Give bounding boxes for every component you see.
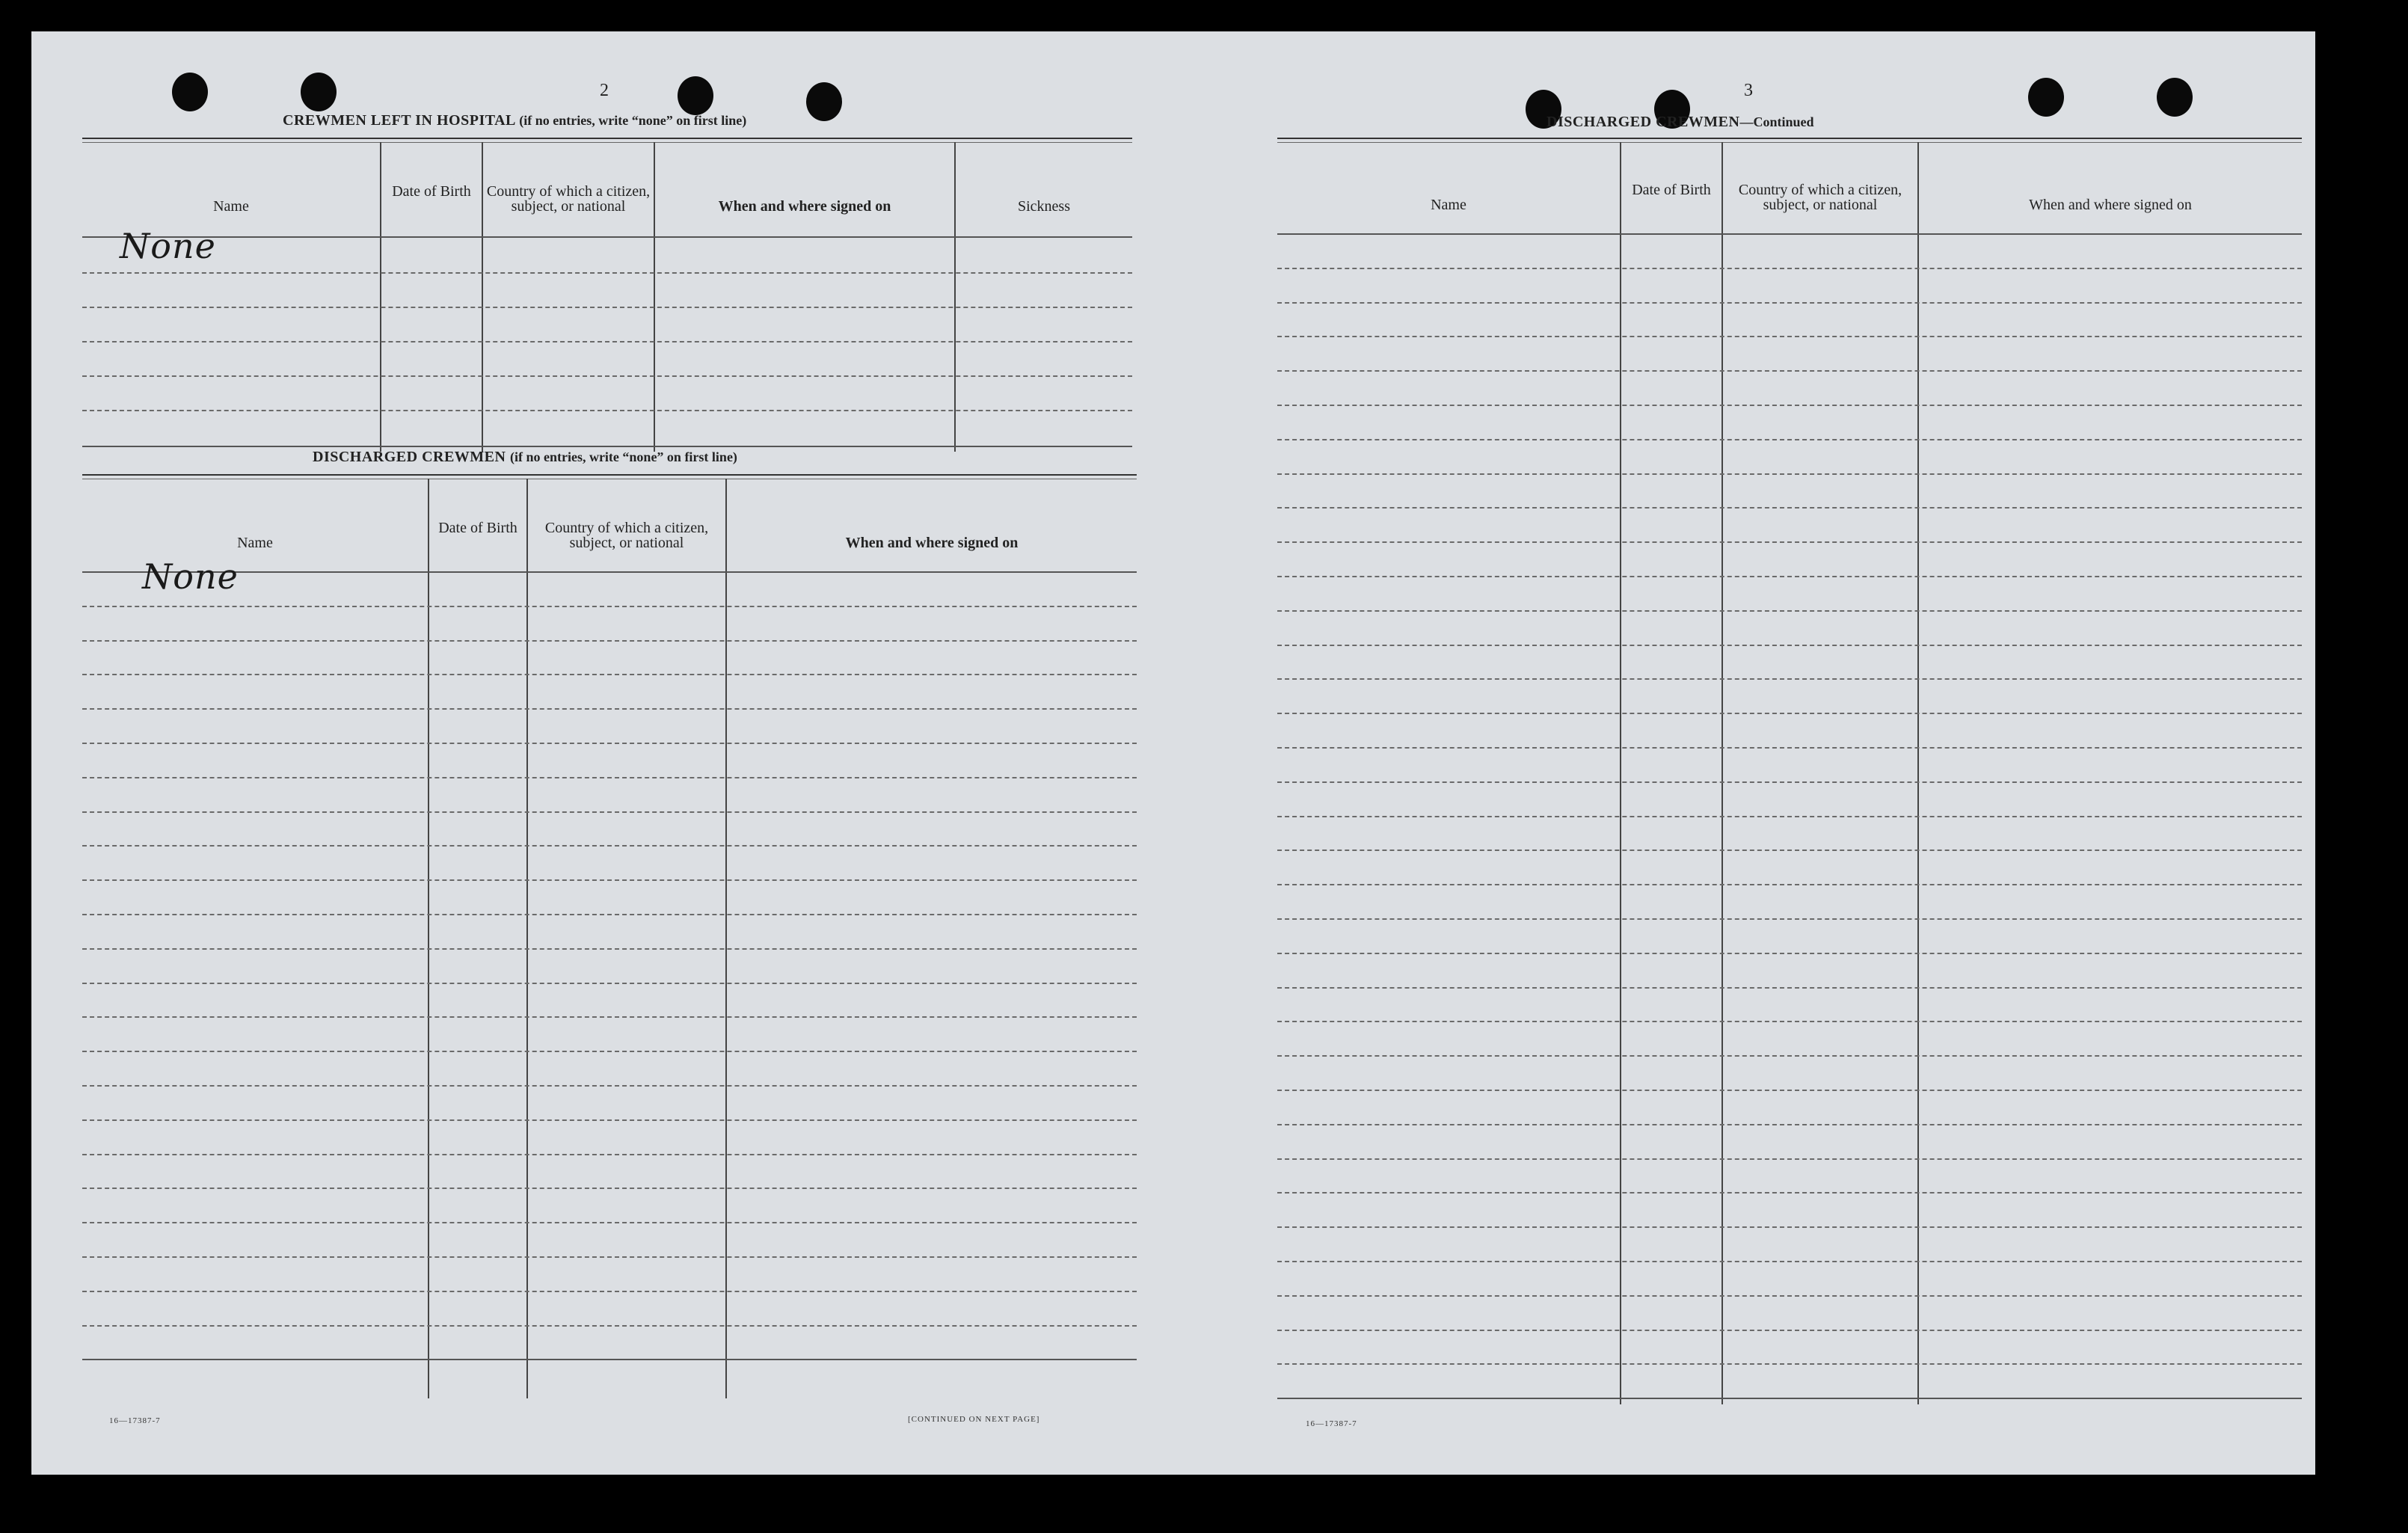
hospital-section-title: [283, 112, 746, 129]
table-rule: [82, 708, 1137, 710]
table-rule: [82, 1256, 1137, 1258]
discharged-table: [82, 474, 1137, 1398]
table-rule: [1277, 576, 2302, 577]
hospital-instruction: (if no entries, write “none” on first line): [519, 113, 747, 128]
table-rule: [1277, 1055, 2302, 1057]
table-rule: [82, 1016, 1137, 1018]
header-country: Country of which a citizen, subject, or national: [1738, 182, 1902, 213]
header-date-of-birth: Date of Birth: [438, 520, 517, 536]
hospital-table: [82, 138, 1132, 452]
table-rule: [82, 983, 1137, 984]
discharged-continued-title: [1547, 114, 1814, 131]
left-page: [31, 31, 1123, 1475]
discharged-instruction: (if no entries, write “none” on first line): [509, 449, 737, 464]
table-rule: [82, 879, 1137, 881]
table-rule: [82, 1325, 1137, 1327]
document-sheet: [31, 31, 2315, 1475]
header-name: Name: [213, 198, 249, 215]
header-date-of-birth: Date of Birth: [392, 183, 471, 200]
table-rule: [1277, 302, 2302, 304]
header-name: Name: [237, 535, 273, 551]
form-code: 16—17387-7: [1306, 1419, 1357, 1428]
table-rule: [1277, 678, 2302, 680]
hospital-entry-handwritten: None: [120, 226, 216, 266]
hospital-title-text: CREWMEN LEFT IN HOSPITAL: [283, 112, 515, 129]
table-rule: [1277, 1398, 2302, 1399]
table-rule: [82, 1051, 1137, 1052]
table-rule: [1277, 610, 2302, 612]
table-rule: [1277, 1158, 2302, 1160]
discharged-section-title: [313, 449, 737, 466]
table-rule: [82, 606, 1137, 607]
table-rule: [1277, 1295, 2302, 1297]
table-rule: [82, 571, 1137, 573]
table-rule: [82, 640, 1137, 642]
table-rule: [1277, 1021, 2302, 1022]
table-rule: [1277, 850, 2302, 851]
header-signed-on: When and where signed on: [718, 198, 891, 215]
page-number: 2: [600, 81, 609, 100]
table-rule: [82, 948, 1137, 950]
table-rule: [1277, 747, 2302, 749]
table-rule: [82, 743, 1137, 744]
table-rule: [82, 1119, 1137, 1121]
table-rule: [1277, 781, 2302, 783]
form-code: 16—17387-7: [109, 1416, 161, 1425]
table-rule: [1277, 541, 2302, 543]
table-rule: [1277, 1192, 2302, 1193]
table-rule: [1277, 1261, 2302, 1262]
table-rule: [1277, 405, 2302, 406]
table-rule: [1277, 268, 2302, 269]
page-number: 3: [1744, 81, 1753, 100]
table-rule: [82, 811, 1137, 813]
table-rule: [1277, 439, 2302, 440]
discharged-continued-title-text: DISCHARGED CREWMEN: [1547, 114, 1740, 130]
discharged-title-text: DISCHARGED CREWMEN: [313, 449, 506, 465]
table-rule: [1277, 1124, 2302, 1125]
header-date-of-birth: Date of Birth: [1632, 182, 1711, 198]
table-rule: [82, 1291, 1137, 1292]
continued-suffix: —Continued: [1739, 114, 1814, 129]
table-rule: [1277, 473, 2302, 475]
table-rule: [82, 674, 1137, 675]
table-rule: [1277, 918, 2302, 920]
table-rule: [82, 1188, 1137, 1189]
table-rule: [82, 1154, 1137, 1155]
table-rule: [82, 777, 1137, 778]
table-rule: [1277, 713, 2302, 714]
header-signed-on: When and where signed on: [845, 535, 1019, 551]
table-rule: [82, 1222, 1137, 1223]
header-name: Name: [1431, 197, 1466, 213]
table-rule: [1277, 645, 2302, 646]
discharged-entry-handwritten: None: [142, 556, 239, 597]
table-rule: [1277, 884, 2302, 885]
table-rule: [82, 914, 1137, 915]
table-rule: [1277, 1363, 2302, 1365]
table-rule: [1277, 987, 2302, 989]
table-rule: [1277, 233, 2302, 235]
continued-note: [CONTINUED ON NEXT PAGE]: [908, 1415, 1040, 1424]
table-rule: [1277, 336, 2302, 337]
table-rule: [1277, 1226, 2302, 1228]
table-rule: [82, 1359, 1137, 1360]
discharged-continued-table: [1277, 138, 2302, 1404]
table-rule: [82, 845, 1137, 847]
table-rule: [1277, 953, 2302, 954]
table-rule: [1277, 1330, 2302, 1331]
header-country: Country of which a citizen, subject, or national: [486, 183, 651, 215]
table-rule: [1277, 370, 2302, 372]
table-rule: [1277, 1090, 2302, 1091]
header-country: Country of which a citizen, subject, or national: [544, 520, 709, 551]
table-rule: [82, 1085, 1137, 1087]
right-page: [1205, 31, 2312, 1475]
table-rule: [1277, 816, 2302, 817]
header-sickness: Sickness: [1018, 198, 1070, 215]
header-signed-on: When and where signed on: [2029, 197, 2192, 213]
table-rule: [1277, 507, 2302, 509]
